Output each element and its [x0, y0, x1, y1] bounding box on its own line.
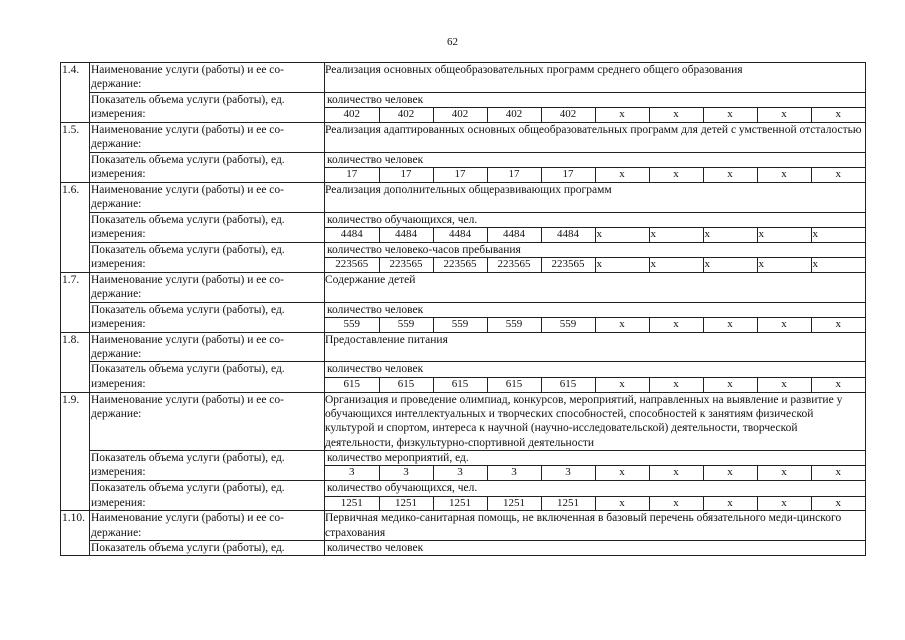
indicator-label: Показатель объема услуги (работы), ед. измерения: — [90, 152, 325, 182]
value-cell: 615 — [433, 377, 487, 391]
value-cell: 3 — [487, 466, 541, 480]
indicator-content — [325, 362, 866, 392]
section-number: 1.9. — [61, 392, 90, 511]
value-cell: 559 — [487, 317, 541, 331]
value-cell: x — [757, 377, 811, 391]
value-cell: 223565 — [379, 258, 433, 272]
value-cell: 223565 — [541, 258, 595, 272]
value-cell: x — [811, 496, 865, 510]
value-cell: 615 — [487, 377, 541, 391]
indicator-label: Показатель объема услуги (работы), ед. измерения: — [90, 302, 325, 332]
value-cell: 402 — [379, 108, 433, 122]
value-cell: 223565 — [325, 258, 379, 272]
service-description: Реализация адаптированных основных общеобразовательных программ для детей с умственной отсталостью — [325, 122, 866, 152]
value-cell: 402 — [325, 108, 379, 122]
value-cell: x — [649, 377, 703, 391]
value-cell: 1251 — [325, 496, 379, 510]
value-cell: 1251 — [487, 496, 541, 510]
value-cell: x — [649, 496, 703, 510]
indicator-content — [325, 242, 866, 272]
value-cell: 3 — [541, 466, 595, 480]
value-cell: 17 — [325, 168, 379, 182]
value-cell: x — [757, 258, 811, 272]
value-cell: x — [703, 227, 757, 241]
value-cell: x — [757, 227, 811, 241]
service-name-label: Наименование услуги (работы) и ее со-держание: — [90, 332, 325, 362]
value-cell: x — [649, 258, 703, 272]
indicator-unit: количество человек — [327, 153, 424, 166]
indicator-row — [61, 152, 866, 182]
value-cell: x — [703, 108, 757, 122]
value-cell: x — [649, 317, 703, 331]
value-cell: x — [757, 168, 811, 182]
value-cell: 4484 — [487, 227, 541, 241]
indicator-row — [61, 541, 866, 556]
indicator-row — [61, 212, 866, 242]
value-cell: 1251 — [379, 496, 433, 510]
value-cell: x — [703, 496, 757, 510]
value-cell: x — [649, 168, 703, 182]
values-grid — [325, 496, 865, 511]
values-grid — [325, 167, 865, 182]
service-name-label: Наименование услуги (работы) и ее со-держание: — [90, 182, 325, 212]
section-row — [61, 392, 866, 451]
indicator-content — [325, 302, 866, 332]
value-cell: x — [595, 466, 649, 480]
value-cell: x — [811, 227, 865, 241]
value-cell: x — [595, 108, 649, 122]
indicator-row — [61, 92, 866, 122]
section-row — [61, 511, 866, 541]
indicator-content — [325, 92, 866, 122]
indicator-label: Показатель объема услуги (работы), ед. измерения: — [90, 481, 325, 511]
services-table — [60, 62, 866, 556]
value-cell: x — [703, 258, 757, 272]
section-number: 1.4. — [61, 63, 90, 123]
value-cell: 559 — [325, 317, 379, 331]
value-cell: 223565 — [487, 258, 541, 272]
value-cell: x — [649, 466, 703, 480]
value-cell: 615 — [379, 377, 433, 391]
value-cell: 223565 — [433, 258, 487, 272]
value-cell: x — [811, 317, 865, 331]
service-description: Реализация основных общеобразовательных программ среднего общего образования — [325, 63, 866, 93]
value-cell: 615 — [541, 377, 595, 391]
indicator-unit: количество человек — [327, 542, 424, 554]
value-cell: 559 — [379, 317, 433, 331]
indicator-label: Показатель объема услуги (работы), ед. измерения: — [90, 242, 325, 272]
value-cell: 402 — [433, 108, 487, 122]
value-cell: 3 — [325, 466, 379, 480]
section-number: 1.8. — [61, 332, 90, 392]
value-cell: 4484 — [541, 227, 595, 241]
indicator-content — [325, 152, 866, 182]
indicator-row — [61, 242, 866, 272]
indicator-content — [325, 451, 866, 481]
page-number: 62 — [447, 36, 458, 48]
section-number: 1.6. — [61, 182, 90, 272]
section-number: 1.10. — [61, 511, 90, 556]
indicator-unit: количество мероприятий, ед. — [327, 452, 469, 464]
value-cell: x — [811, 168, 865, 182]
value-cell: 17 — [541, 168, 595, 182]
value-cell: 17 — [433, 168, 487, 182]
values-grid — [325, 227, 865, 242]
service-name-label: Наименование услуги (работы) и ее со-держание: — [90, 511, 325, 541]
indicator-unit: количество человек — [327, 303, 424, 316]
value-cell: 4484 — [379, 227, 433, 241]
service-name-label: Наименование услуги (работы) и ее со-держание: — [90, 392, 325, 451]
value-cell: x — [757, 317, 811, 331]
indicator-row — [61, 481, 866, 511]
indicator-unit: количество человек — [327, 363, 424, 376]
service-name-label: Наименование услуги (работы) и ее со-держание: — [90, 63, 325, 93]
value-cell: x — [811, 377, 865, 391]
value-cell: x — [757, 108, 811, 122]
section-number: 1.5. — [61, 122, 90, 182]
indicator-unit: количество обучающихся, чел. — [327, 213, 478, 226]
value-cell: x — [595, 227, 649, 241]
section-number: 1.7. — [61, 272, 90, 332]
values-grid — [325, 377, 865, 392]
service-description: Реализация дополнительных общеразвивающих программ — [325, 182, 866, 212]
value-cell: x — [595, 317, 649, 331]
service-description: Предоставление питания — [325, 332, 866, 362]
value-cell: x — [703, 168, 757, 182]
value-cell: x — [595, 258, 649, 272]
value-cell: x — [757, 496, 811, 510]
value-cell: x — [595, 168, 649, 182]
values-grid — [325, 107, 865, 122]
indicator-row — [61, 302, 866, 332]
indicator-content — [325, 212, 866, 242]
values-grid — [325, 465, 865, 480]
section-row — [61, 182, 866, 212]
indicator-unit: количество обучающихся, чел. — [327, 482, 478, 495]
value-cell: 17 — [379, 168, 433, 182]
value-cell: 4484 — [325, 227, 379, 241]
indicator-row — [61, 362, 866, 392]
value-cell: 3 — [433, 466, 487, 480]
value-cell: x — [703, 317, 757, 331]
value-cell: x — [757, 466, 811, 480]
value-cell: 402 — [541, 108, 595, 122]
service-description: Первичная медико-санитарная помощь, не включенная в базовый перечень обязательного меди-цинского страхования — [325, 511, 866, 541]
value-cell: x — [649, 108, 703, 122]
section-row — [61, 332, 866, 362]
section-row — [61, 272, 866, 302]
value-cell: x — [703, 466, 757, 480]
indicator-label: Показатель объема услуги (работы), ед. измерения: — [90, 451, 325, 481]
indicator-content — [325, 481, 866, 511]
service-name-label: Наименование услуги (работы) и ее со-держание: — [90, 272, 325, 302]
indicator-label: Показатель объема услуги (работы), ед. — [90, 541, 325, 556]
value-cell: x — [649, 227, 703, 241]
service-description: Содержание детей — [325, 272, 866, 302]
values-grid — [325, 317, 865, 332]
indicator-row — [61, 451, 866, 481]
indicator-content — [325, 541, 866, 556]
indicator-label: Показатель объема услуги (работы), ед. измерения: — [90, 92, 325, 122]
value-cell: 3 — [379, 466, 433, 480]
indicator-unit: количество человеко-часов пребывания — [327, 243, 521, 256]
value-cell: 615 — [325, 377, 379, 391]
value-cell: 17 — [487, 168, 541, 182]
value-cell: 559 — [433, 317, 487, 331]
values-grid — [325, 257, 865, 272]
value-cell: 402 — [487, 108, 541, 122]
indicator-unit: количество человек — [327, 93, 424, 106]
service-name-label: Наименование услуги (работы) и ее со-держание: — [90, 122, 325, 152]
indicator-label: Показатель объема услуги (работы), ед. измерения: — [90, 362, 325, 392]
value-cell: x — [811, 108, 865, 122]
value-cell: x — [811, 466, 865, 480]
value-cell: x — [703, 377, 757, 391]
value-cell: x — [811, 258, 865, 272]
value-cell: x — [595, 377, 649, 391]
value-cell: 4484 — [433, 227, 487, 241]
service-description: Организация и проведение олимпиад, конкурсов, мероприятий, направленных на выявление и развитие у обучающихся интеллектуальных и творческих способностей, способностей к занятиям физической культурой и спортом, интереса к научной (научно-исследовательской) деятельности, творческой деятельности, физкультурно-спортивной деятельности — [325, 392, 866, 451]
value-cell: x — [595, 496, 649, 510]
indicator-label: Показатель объема услуги (работы), ед. измерения: — [90, 212, 325, 242]
section-row — [61, 63, 866, 93]
section-row — [61, 122, 866, 152]
value-cell: 1251 — [433, 496, 487, 510]
value-cell: 559 — [541, 317, 595, 331]
value-cell: 1251 — [541, 496, 595, 510]
